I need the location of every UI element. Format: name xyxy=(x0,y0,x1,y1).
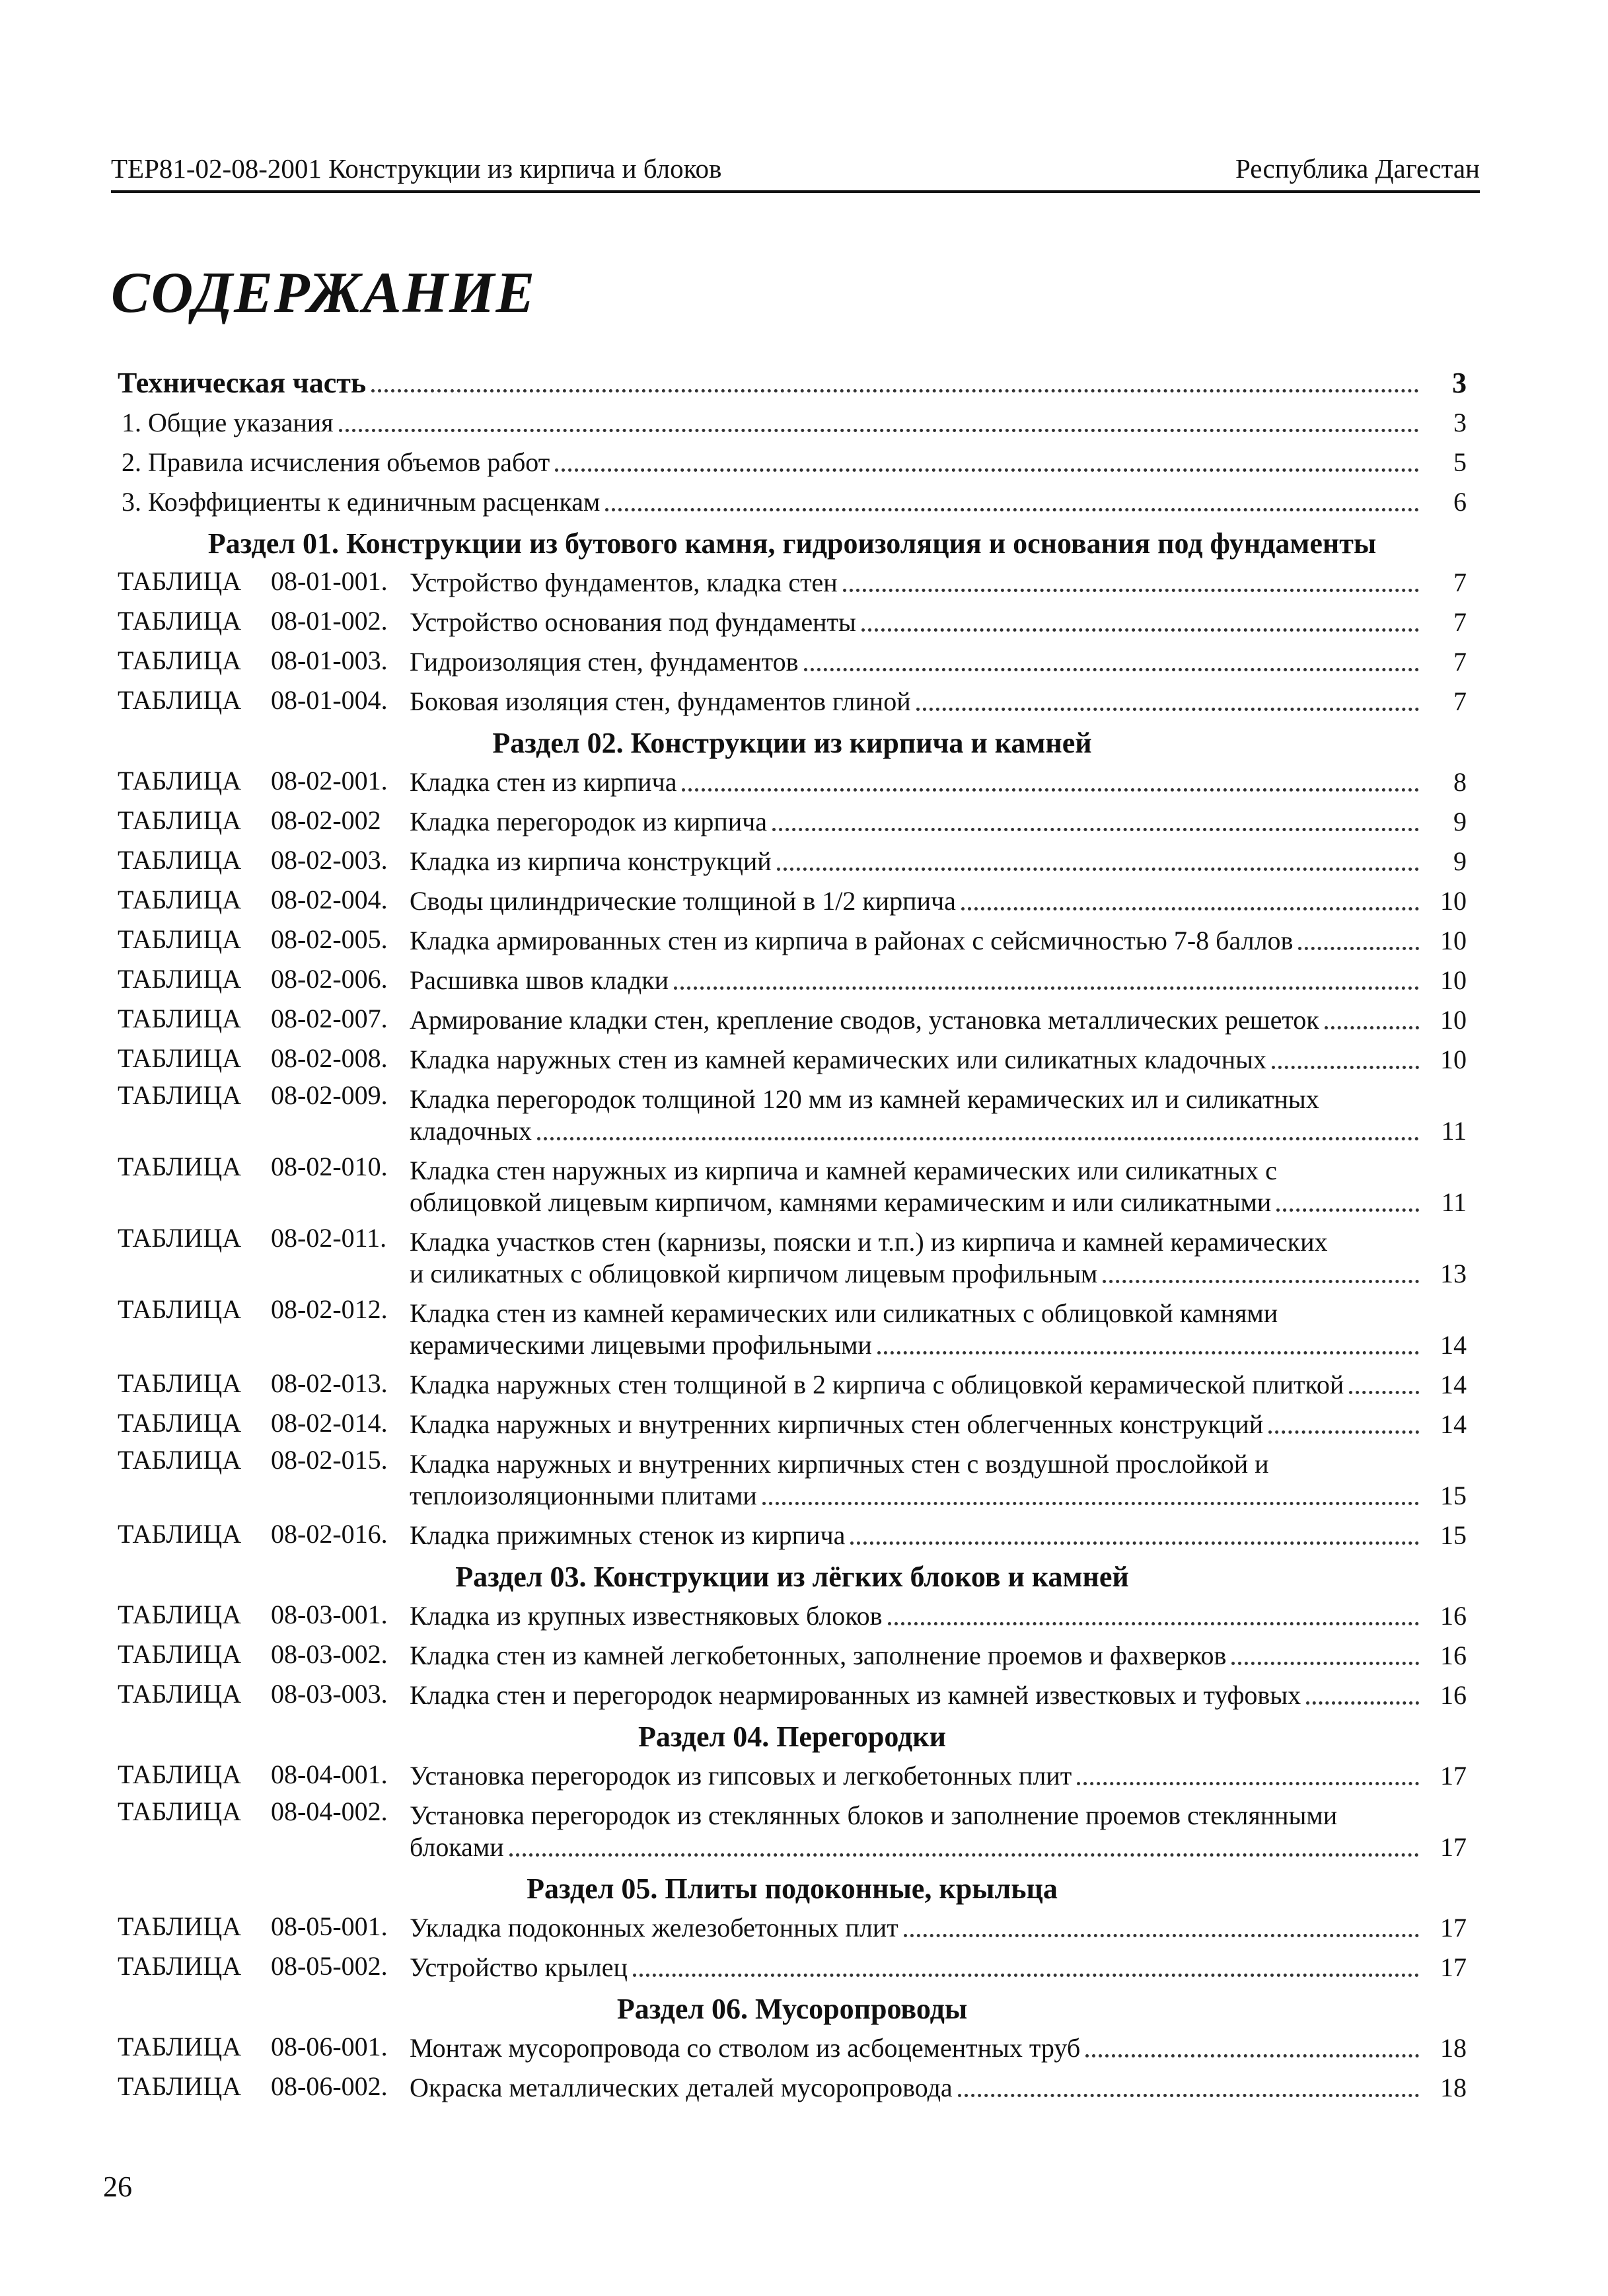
header-region: Республика Дагестан xyxy=(1235,153,1480,184)
header-title: ТЕР81-02-08-2001 Конструкции из кирпича и блоков xyxy=(111,153,722,184)
toc-table-entry[interactable] xyxy=(118,1594,1467,1633)
toc-page-number: 11 xyxy=(1441,1187,1467,1217)
dot-leader xyxy=(888,1622,1419,1625)
toc-table-entry[interactable] xyxy=(118,1362,1467,1402)
toc-tech-item[interactable] xyxy=(118,480,1467,519)
toc-sections xyxy=(118,519,1467,2105)
toc-entry-text: 2. Правила исчисления объемов работ xyxy=(122,447,550,477)
toc-entry-text: Монтаж мусоропровода со стволом из асбоцементных труб xyxy=(410,2033,1081,2063)
contents-title: СОДЕРЖАНИЕ xyxy=(111,261,536,325)
table-code: 08-02-012. xyxy=(271,1294,388,1324)
toc-table-entry[interactable] xyxy=(118,640,1467,679)
table-label: ТАБЛИЦА xyxy=(118,1759,242,1789)
page-number: 26 xyxy=(103,2170,132,2203)
table-code: 08-02-008. xyxy=(271,1043,388,1073)
toc-table-entry[interactable] xyxy=(118,2026,1467,2065)
dot-leader xyxy=(772,828,1419,831)
toc-entry-text: Кладка участков стен (карнизы, пояски и т.п.) из кирпича и камней керамических xyxy=(410,1227,1328,1257)
dot-leader xyxy=(555,468,1419,472)
toc-page-number: 10 xyxy=(1440,926,1467,955)
toc-table-entry[interactable] xyxy=(118,918,1467,958)
table-label: ТАБЛИЦА xyxy=(118,1639,242,1669)
toc-entry-text: Кладка наружных стен из камней керамических или силикатных кладочных xyxy=(410,1045,1267,1074)
table-label: ТАБЛИЦА xyxy=(118,845,242,875)
toc-entry-text: Окраска металлических деталей мусоропровода xyxy=(410,2073,953,2102)
table-label: ТАБЛИЦА xyxy=(118,1445,242,1475)
table-label: ТАБЛИЦА xyxy=(118,1294,242,1324)
toc-entry-text: Установка перегородок из гипсовых и легкобетонных плит xyxy=(410,1761,1072,1791)
section-heading: Раздел 01. Конструкции из бутового камня, гидроизоляция и основания под фундаменты xyxy=(207,527,1377,560)
dot-leader xyxy=(843,589,1419,592)
table-code: 08-02-004. xyxy=(271,885,388,914)
toc-entry-text-continued: и силикатных с облицовкой кирпичом лицевым профильным xyxy=(410,1259,1098,1288)
toc-table-entry[interactable] xyxy=(118,799,1467,839)
toc-entry-text: Устройство фундаментов, кладка стен xyxy=(410,568,838,597)
table-of-contents xyxy=(118,355,1467,2105)
toc-tech-part[interactable] xyxy=(118,355,1467,400)
table-label: ТАБЛИЦА xyxy=(118,964,242,994)
toc-tech-item[interactable] xyxy=(118,400,1467,440)
toc-page-number: 14 xyxy=(1440,1370,1467,1399)
toc-entry-text-continued: облицовкой лицевым кирпичом, камнями керамическим и или силикатными xyxy=(410,1187,1272,1217)
table-code: 08-03-002. xyxy=(271,1639,388,1669)
toc-table-entry[interactable] xyxy=(118,600,1467,640)
toc-entry-text: Кладка стен наружных из кирпича и камней керамических или силикатных с xyxy=(410,1156,1277,1185)
toc-table-entry[interactable] xyxy=(118,1754,1467,1793)
table-label: ТАБЛИЦА xyxy=(118,566,242,596)
toc-page-number: 18 xyxy=(1440,2073,1467,2102)
section-heading: Раздел 06. Мусоропроводы xyxy=(616,1993,968,2025)
toc-table-entry[interactable] xyxy=(118,1291,1467,1362)
toc-page-number: 11 xyxy=(1441,1116,1467,1146)
toc-page-number: 17 xyxy=(1440,1832,1467,1862)
toc-entry-text: Боковая изоляция стен, фундаментов глиной xyxy=(410,686,911,716)
dot-leader xyxy=(633,1974,1419,1977)
toc-page-number: 17 xyxy=(1440,1913,1467,1943)
toc-table-entry[interactable] xyxy=(118,560,1467,600)
table-label: ТАБЛИЦА xyxy=(118,646,242,675)
toc-page-number: 10 xyxy=(1440,965,1467,995)
table-label: ТАБЛИЦА xyxy=(118,1519,242,1549)
table-code: 08-02-005. xyxy=(271,924,388,954)
table-code: 08-03-003. xyxy=(271,1679,388,1709)
toc-table-entry[interactable] xyxy=(118,1673,1467,1713)
toc-page-number: 3 xyxy=(1453,408,1467,437)
dot-leader xyxy=(1272,1066,1419,1069)
toc-page-number: 17 xyxy=(1440,1952,1467,1982)
toc-table-entry[interactable] xyxy=(118,1513,1467,1553)
toc-entry-text: Своды цилиндрические толщиной в 1/2 кирпича xyxy=(410,886,956,916)
table-code: 08-02-014. xyxy=(271,1408,388,1438)
dot-leader xyxy=(339,429,1419,432)
toc-page-number: 9 xyxy=(1453,846,1467,876)
table-label: ТАБЛИЦА xyxy=(118,1408,242,1438)
table-label: ТАБЛИЦА xyxy=(118,606,242,636)
dot-leader xyxy=(961,907,1419,910)
table-label: ТАБЛИЦА xyxy=(118,2032,242,2061)
toc-page-number: 5 xyxy=(1453,447,1467,477)
table-code: 08-05-001. xyxy=(271,1911,388,1941)
toc-page-number: 10 xyxy=(1440,1045,1467,1074)
toc-entry-text: Кладка из кирпича конструкций xyxy=(410,846,772,876)
dot-leader xyxy=(509,1853,1419,1857)
toc-entry-text: Техническая часть xyxy=(118,367,367,399)
table-label: ТАБЛИЦА xyxy=(118,805,242,835)
table-label: ТАБЛИЦА xyxy=(118,1679,242,1709)
dot-leader xyxy=(777,868,1419,871)
toc-page-number: 7 xyxy=(1453,647,1467,677)
dot-leader xyxy=(605,508,1419,511)
table-label: ТАБЛИЦА xyxy=(118,924,242,954)
section-heading: Раздел 05. Плиты подоконные, крыльца xyxy=(527,1872,1058,1905)
table-code: 08-01-002. xyxy=(271,606,388,636)
toc-page-number: 13 xyxy=(1440,1259,1467,1288)
toc-table-entry[interactable] xyxy=(118,1633,1467,1673)
table-code: 08-06-002. xyxy=(271,2071,388,2101)
table-code: 08-04-001. xyxy=(271,1759,388,1789)
toc-entry-text: Кладка наружных и внутренних кирпичных стен облегченных конструкций xyxy=(410,1409,1264,1439)
dot-leader xyxy=(1298,947,1419,950)
toc-tech-item[interactable] xyxy=(118,440,1467,480)
toc-page-number: 15 xyxy=(1440,1520,1467,1550)
table-code: 08-02-003. xyxy=(271,845,388,875)
dot-leader xyxy=(850,1541,1419,1545)
section-heading: Раздел 03. Конструкции из лёгких блоков и камней xyxy=(455,1561,1129,1593)
dot-leader xyxy=(1325,1026,1419,1029)
toc-page-number: 10 xyxy=(1440,886,1467,916)
table-code: 08-02-009. xyxy=(271,1080,388,1110)
table-label: ТАБЛИЦА xyxy=(118,1796,242,1826)
dot-leader xyxy=(877,1351,1419,1354)
table-code: 08-01-001. xyxy=(271,566,388,596)
toc-entry-text: Кладка перегородок толщиной 120 мм из камней керамических ил и силикатных xyxy=(410,1084,1319,1114)
toc-page-number: 6 xyxy=(1453,487,1467,517)
toc-entry-text: Кладка стен из камней керамических или силикатных с облицовкой камнями xyxy=(410,1298,1278,1328)
table-label: ТАБЛИЦА xyxy=(118,1043,242,1073)
dot-leader xyxy=(762,1502,1419,1505)
toc-entry-text-continued: кладочных xyxy=(410,1116,532,1146)
toc-page-number: 7 xyxy=(1453,686,1467,716)
table-label: ТАБЛИЦА xyxy=(118,1600,242,1629)
table-code: 08-02-002 xyxy=(271,805,381,835)
toc-page-number: 3 xyxy=(1452,367,1467,399)
table-label: ТАБЛИЦА xyxy=(118,1004,242,1033)
toc-entry-text: Устройство крылец xyxy=(410,1952,628,1982)
toc-entry-text: Армирование кладки стен, крепление сводов, установка металлических решеток xyxy=(410,1005,1319,1035)
toc-entry-text: Кладка стен из кирпича xyxy=(410,767,677,797)
dot-leader xyxy=(1103,1280,1419,1283)
dot-leader xyxy=(904,1934,1419,1937)
toc-table-entry[interactable] xyxy=(118,1402,1467,1442)
toc-entry-text: Устройство основания под фундаменты xyxy=(410,607,856,637)
toc-table-entry[interactable] xyxy=(118,760,1467,799)
toc-table-entry[interactable] xyxy=(118,879,1467,918)
toc-entry-text-continued: керамическими лицевыми профильными xyxy=(410,1330,872,1360)
table-label: ТАБЛИЦА xyxy=(118,1368,242,1398)
dot-leader xyxy=(1276,1208,1419,1212)
dot-leader xyxy=(804,668,1419,671)
toc-page-number: 16 xyxy=(1440,1601,1467,1631)
table-code: 08-06-001. xyxy=(271,2032,388,2061)
dot-leader xyxy=(674,986,1419,990)
dot-leader xyxy=(1231,1662,1419,1665)
table-code: 08-02-006. xyxy=(271,964,388,994)
toc-page-number: 16 xyxy=(1440,1641,1467,1670)
toc-entry-text: Укладка подоконных железобетонных плит xyxy=(410,1913,898,1943)
toc-table-entry[interactable] xyxy=(118,958,1467,998)
toc-entry-text: Кладка наружных стен толщиной в 2 кирпича с облицовкой керамической плиткой xyxy=(410,1370,1344,1399)
toc-table-entry[interactable] xyxy=(118,2065,1467,2105)
toc-page-number: 7 xyxy=(1453,607,1467,637)
table-code: 08-04-002. xyxy=(271,1796,388,1826)
section-heading: Раздел 04. Перегородки xyxy=(638,1721,947,1753)
toc-table-entry[interactable] xyxy=(118,1148,1467,1220)
toc-entry-text: Расшивка швов кладки xyxy=(410,965,669,995)
table-code: 08-01-004. xyxy=(271,685,388,715)
table-label: ТАБЛИЦА xyxy=(118,1951,242,1981)
toc-table-entry[interactable] xyxy=(118,1037,1467,1077)
dot-leader xyxy=(916,708,1419,711)
dot-leader xyxy=(537,1137,1419,1140)
section-heading: Раздел 02. Конструкции из кирпича и камней xyxy=(492,727,1092,759)
table-code: 08-02-013. xyxy=(271,1368,388,1398)
table-code: 08-01-003. xyxy=(271,646,388,675)
dot-leader xyxy=(958,2094,1419,2097)
toc-table-entry[interactable] xyxy=(118,1442,1467,1513)
toc-entry-text-continued: блоками xyxy=(410,1832,504,1862)
toc-page-number: 7 xyxy=(1453,568,1467,597)
toc-table-entry[interactable] xyxy=(118,1793,1467,1865)
table-code: 08-02-011. xyxy=(271,1223,387,1253)
toc-entry-text: Гидроизоляция стен, фундаментов xyxy=(410,647,799,677)
toc-page-number: 15 xyxy=(1440,1481,1467,1510)
table-code: 08-05-002. xyxy=(271,1951,388,1981)
dot-leader xyxy=(1268,1430,1419,1434)
toc-entry-text: Кладка наружных и внутренних кирпичных стен с воздушной прослойкой и xyxy=(410,1449,1269,1479)
dot-leader xyxy=(1077,1782,1419,1785)
header-rule xyxy=(111,190,1480,193)
table-label: ТАБЛИЦА xyxy=(118,685,242,715)
table-label: ТАБЛИЦА xyxy=(118,1152,242,1181)
dot-leader xyxy=(861,628,1419,632)
toc-entry-text: Кладка перегородок из кирпича xyxy=(410,807,768,836)
toc-table-entry[interactable] xyxy=(118,1945,1467,1985)
toc-table-entry[interactable] xyxy=(118,839,1467,879)
table-label: ТАБЛИЦА xyxy=(118,885,242,914)
toc-entry-text: 1. Общие указания xyxy=(122,408,334,437)
toc-page-number: 14 xyxy=(1440,1409,1467,1439)
table-code: 08-02-010. xyxy=(271,1152,388,1181)
table-label: ТАБЛИЦА xyxy=(118,1080,242,1110)
toc-page-number: 18 xyxy=(1440,2033,1467,2063)
toc-entry-text: Установка перегородок из стеклянных блоков и заполнение проемов стеклянными xyxy=(410,1800,1338,1830)
toc-entry-text: Кладка стен из камней легкобетонных, заполнение проемов и фахверков xyxy=(410,1641,1227,1670)
toc-entry-text: Кладка из крупных известняковых блоков xyxy=(410,1601,883,1631)
toc-page-number: 10 xyxy=(1440,1005,1467,1035)
toc-page-number: 16 xyxy=(1440,1680,1467,1710)
dot-leader xyxy=(1349,1391,1419,1394)
dot-leader xyxy=(1085,2054,1419,2057)
toc-table-entry[interactable] xyxy=(118,1220,1467,1291)
toc-table-entry[interactable] xyxy=(118,679,1467,719)
toc-table-entry[interactable] xyxy=(118,1077,1467,1148)
dot-leader xyxy=(682,788,1419,792)
toc-table-entry[interactable] xyxy=(118,998,1467,1037)
table-label: ТАБЛИЦА xyxy=(118,1911,242,1941)
toc-page-number: 9 xyxy=(1453,807,1467,836)
table-code: 08-02-016. xyxy=(271,1519,388,1549)
table-label: ТАБЛИЦА xyxy=(118,766,242,796)
table-code: 08-02-001. xyxy=(271,766,388,796)
table-code: 08-02-015. xyxy=(271,1445,388,1475)
toc-entry-text: 3. Коэффициенты к единичным расценкам xyxy=(122,487,601,517)
toc-page-number: 17 xyxy=(1440,1761,1467,1791)
table-code: 08-02-007. xyxy=(271,1004,388,1033)
toc-page-number: 8 xyxy=(1453,767,1467,797)
toc-entry-text: Кладка стен и перегородок неармированных из камней известковых и туфовых xyxy=(410,1680,1301,1710)
toc-entry-text: Кладка прижимных стенок из кирпича xyxy=(410,1520,846,1550)
toc-entry-text-continued: теплоизоляционными плитами xyxy=(410,1481,757,1510)
table-label: ТАБЛИЦА xyxy=(118,1223,242,1253)
table-label: ТАБЛИЦА xyxy=(118,2071,242,2101)
dot-leader xyxy=(371,389,1419,392)
toc-table-entry[interactable] xyxy=(118,1906,1467,1945)
table-code: 08-03-001. xyxy=(271,1600,388,1629)
dot-leader xyxy=(1306,1701,1419,1705)
toc-entry-text: Кладка армированных стен из кирпича в районах с сейсмичностью 7-8 баллов xyxy=(410,926,1294,955)
toc-page-number: 14 xyxy=(1440,1330,1467,1360)
